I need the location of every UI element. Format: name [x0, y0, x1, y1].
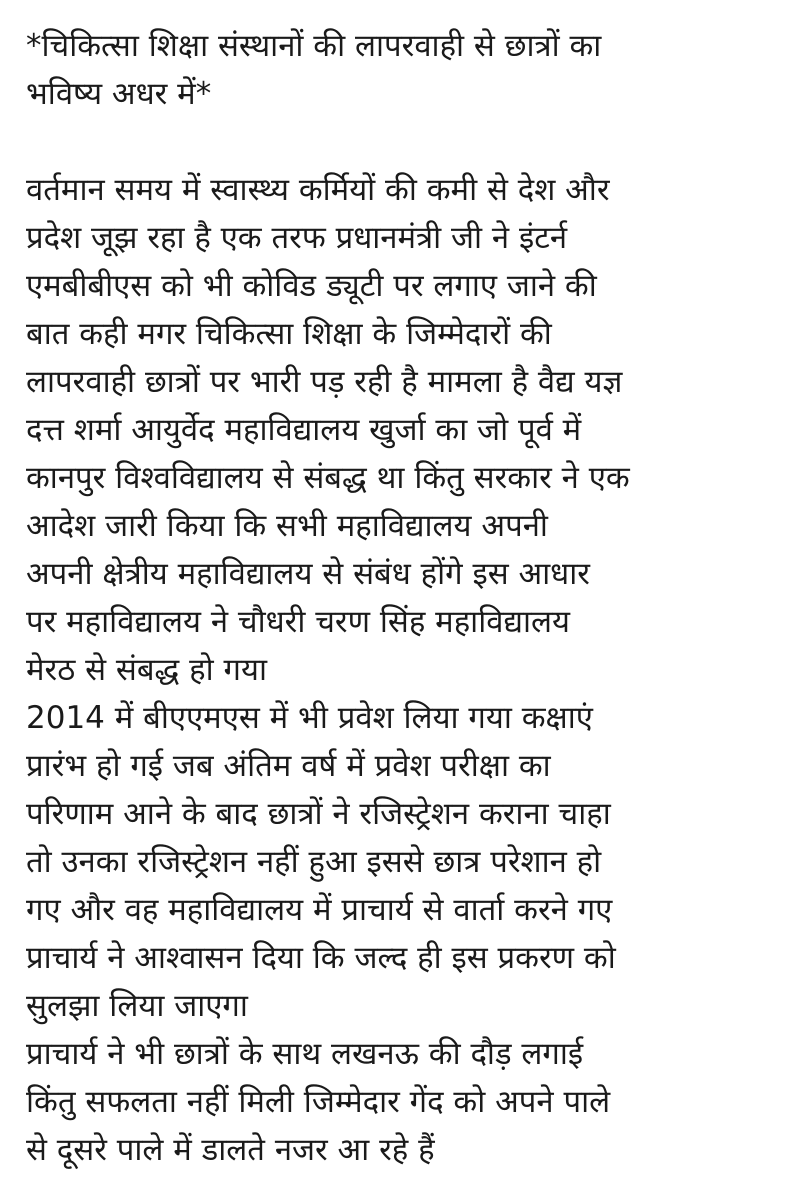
body-text-line: से दूसरे पाले में डालते नजर आ रहे हैं	[26, 1132, 435, 1168]
body-text-line: अपनी क्षेत्रीय महाविद्यालय से संबंध होंगे इस आधार	[26, 556, 590, 592]
body-text-line: प्रदेश जूझ रहा है एक तरफ प्रधानमंत्री जी ने इंटर्न	[26, 220, 568, 256]
body-text-line: बात कही मगर चिकित्सा शिक्षा के जिम्मेदारों की	[26, 316, 552, 352]
body-text-line: कानपुर विश्वविद्यालय से संबद्ध था किंतु सरकार ने एक	[26, 460, 630, 496]
body-text-line: गए और वह महाविद्यालय में प्राचार्य से वार्ता करने गए	[26, 892, 613, 928]
body-text-line: परिणाम आने के बाद छात्रों ने रजिस्ट्रेशन कराना चाहा	[26, 796, 611, 832]
body-text-line: 2014 में बीएएमएस में भी प्रवेश लिया गया कक्षाएं	[26, 700, 593, 736]
body-text-line: वर्तमान समय में स्वास्थ्य कर्मियों की कमी से देश और	[26, 172, 610, 208]
body-text-line: किंतु सफलता नहीं मिली जिम्मेदार गेंद को अपने पाले	[26, 1084, 611, 1120]
body-text-line: सुलझा लिया जाएगा	[26, 988, 248, 1024]
headline-line: *चिकित्सा शिक्षा संस्थानों की लापरवाही से छात्रों का	[26, 28, 602, 64]
body-text-line: लापरवाही छात्रों पर भारी पड़ रही है मामला है वैद्य यज्ञ	[26, 364, 623, 400]
body-text-line: आदेश जारी किया कि सभी महाविद्यालय अपनी	[26, 508, 548, 544]
body-text-line: दत्त शर्मा आयुर्वेद महाविद्यालय खुर्जा का जो पूर्व में	[26, 412, 582, 448]
body-text-line: एमबीबीएस को भी कोविड ड्यूटी पर लगाए जाने की	[26, 268, 597, 304]
body-text-line: प्रारंभ हो गई जब अंतिम वर्ष में प्रवेश परीक्षा का	[26, 748, 551, 784]
body-text-line: मेरठ से संबद्ध हो गया	[26, 652, 267, 688]
body-text-line: प्राचार्य ने आश्वासन दिया कि जल्द ही इस प्रकरण को	[26, 940, 616, 976]
body-text-line: पर महाविद्यालय ने चौधरी चरण सिंह महाविद्यालय	[26, 604, 571, 640]
blank-line	[26, 118, 772, 166]
body-text-line: तो उनका रजिस्ट्रेशन नहीं हुआ इससे छात्र परेशान हो	[26, 844, 602, 880]
body-text-line: प्राचार्य ने भी छात्रों के साथ लखनऊ की दौड़ लगाई	[26, 1036, 584, 1072]
headline-line: भविष्य अधर में*	[26, 76, 212, 112]
